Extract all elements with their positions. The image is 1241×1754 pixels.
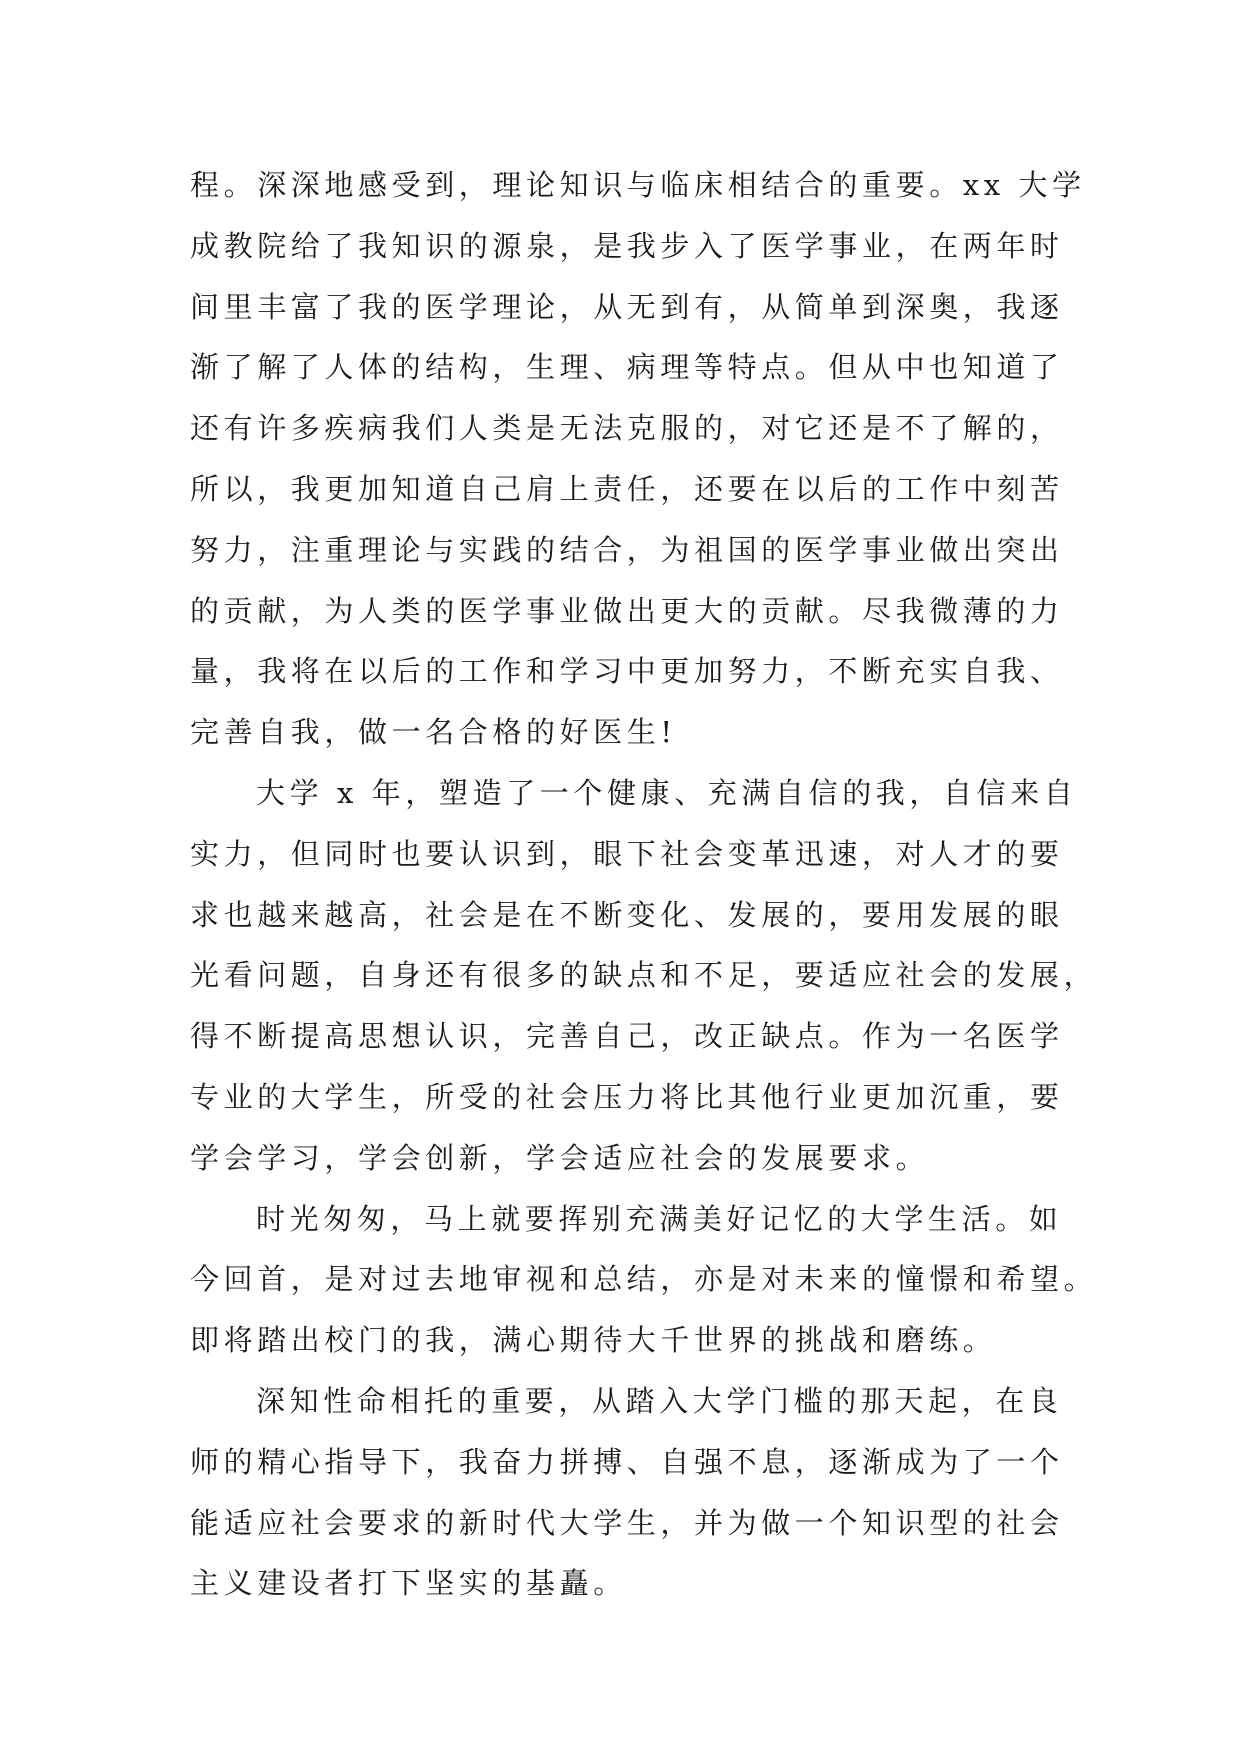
text-line: 主义建设者打下坚实的基矗。 — [190, 1566, 627, 1601]
text-line: 专业的大学生，所受的社会压力将比其他行业更加沉重，要 — [190, 1079, 1064, 1114]
text-line: 努力，注重理论与实践的结合，为祖国的医学事业做出突出 — [190, 532, 1064, 567]
text-line: 渐了解了人体的结构，生理、病理等特点。但从中也知道了 — [190, 350, 1064, 385]
document-body — [190, 155, 1098, 1614]
text-line: 所以，我更加知道自己肩上责任，还要在以后的工作中刻苦 — [190, 471, 1064, 506]
paragraph-3 — [190, 1189, 1098, 1371]
text-line: 成教院给了我知识的源泉，是我步入了医学事业，在两年时 — [190, 228, 1064, 263]
text-line: 量，我将在以后的工作和学习中更加努力，不断充实自我、 — [190, 654, 1064, 689]
text-line: 求也越来越高，社会是在不断变化、发展的，要用发展的眼 — [190, 897, 1064, 932]
text-line: 师的精心指导下，我奋力拼搏、自强不息，逐渐成为了一个 — [190, 1444, 1064, 1479]
text-line-first: 深知性命相托的重要，从踏入大学门槛的那天起，在良 — [256, 1383, 1063, 1418]
text-line-first: 大学 x 年，塑造了一个健康、充满自信的我，自信来自 — [256, 775, 1078, 810]
text-line: 即将踏出校门的我，满心期待大千世界的挑战和磨练。 — [190, 1323, 997, 1358]
text-line-first: 时光匆匆，马上就要挥别充满美好记忆的大学生活。如 — [256, 1201, 1063, 1236]
text-line: 得不断提高思想认识，完善自己，改正缺点。作为一名医学 — [190, 1019, 1064, 1054]
text-line: 间里丰富了我的医学理论，从无到有，从简单到深奥，我逐 — [190, 289, 1064, 324]
text-line: 完善自我，做一名合格的好医生! — [190, 715, 677, 750]
text-line: 学会学习，学会创新，学会适应社会的发展要求。 — [190, 1140, 930, 1175]
text-line: 的贡献，为人类的医学事业做出更大的贡献。尽我微薄的力 — [190, 593, 1064, 628]
text-line: 能适应社会要求的新时代大学生，并为做一个知识型的社会 — [190, 1505, 1064, 1540]
text-line: 程。深深地感受到，理论知识与临床相结合的重要。xx 大学 — [190, 168, 1086, 202]
text-line: 今回首，是对过去地审视和总结，亦是对未来的憧憬和希望。 — [190, 1262, 1098, 1297]
paragraph-4 — [190, 1371, 1064, 1614]
text-line: 实力，但同时也要认识到，眼下社会变革迅速，对人才的要 — [190, 836, 1064, 871]
paragraph-1 — [190, 155, 1086, 763]
text-line: 光看问题，自身还有很多的缺点和不足，要适应社会的发展， — [190, 958, 1098, 993]
paragraph-2 — [190, 763, 1098, 1189]
text-line: 还有许多疾病我们人类是无法克服的，对它还是不了解的， — [190, 411, 1064, 446]
